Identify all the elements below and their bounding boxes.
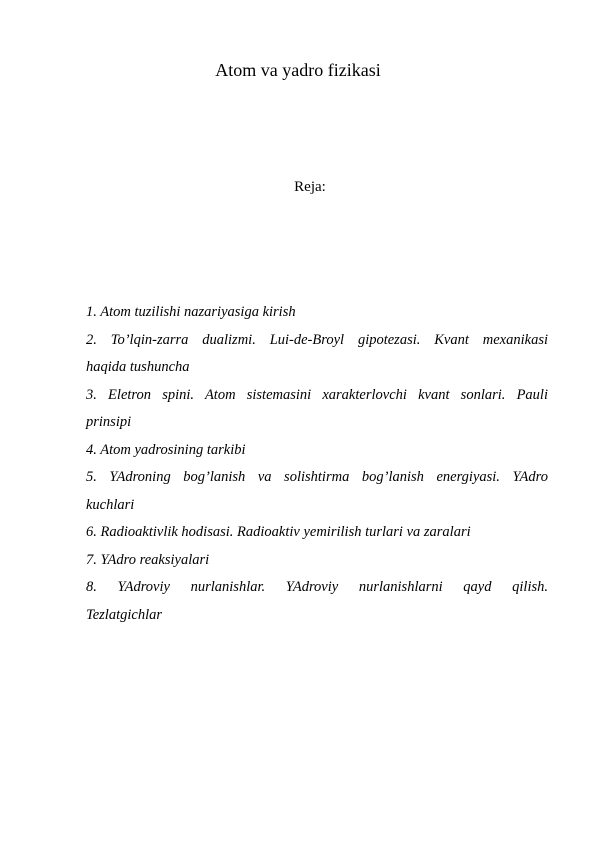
plan-item-text: 6. Radioaktivlik hodisasi. Radioaktiv yemirilish turlari va zaralari	[86, 524, 471, 540]
plan-item-text-continued: kuchlari	[86, 496, 135, 513]
plan-item-2	[86, 327, 548, 382]
plan-item-text-continued: Tezlatgichlar	[86, 606, 163, 623]
plan-item-text: 1. Atom tuzilishi nazariyasiga kirish	[86, 304, 296, 320]
plan-item-text-continued: prinsipi	[86, 414, 132, 430]
plan-item-text: 4. Atom yadrosining tarkibi	[86, 441, 246, 458]
plan-item-text: 7. YAdro reaksiyalari	[86, 551, 210, 568]
plan-item-8	[86, 574, 548, 629]
plan-item-text: 3. Eletron spini. Atom sistemasini xarakterlovchi kvant sonlari. Pauli	[86, 386, 548, 403]
plan-item-text: 5. YAdroning bog’lanish va solishtirma bog’lanish energiyasi. YAdro	[86, 469, 548, 485]
plan-item-4	[86, 437, 548, 465]
plan-item-1	[86, 299, 548, 327]
plan-item-5	[86, 464, 548, 519]
plan-item-text: 2. To’lqin-zarra dualizmi. Lui-de-Broyl gipotezasi. Kvant mexanikasi	[86, 331, 548, 348]
plan-item-7	[86, 547, 548, 575]
plan-list	[86, 299, 548, 629]
plan-item-3	[86, 382, 548, 437]
page-title: Atom va yadro fizikasi	[215, 60, 381, 80]
plan-item-text: 8. YAdroviy nurlanishlar. YAdroviy nurlanishlarni qayd qilish.	[86, 579, 548, 595]
plan-item-6	[86, 519, 548, 547]
plan-heading: Reja:	[294, 179, 326, 195]
plan-item-text-continued: haqida tushuncha	[86, 359, 190, 375]
